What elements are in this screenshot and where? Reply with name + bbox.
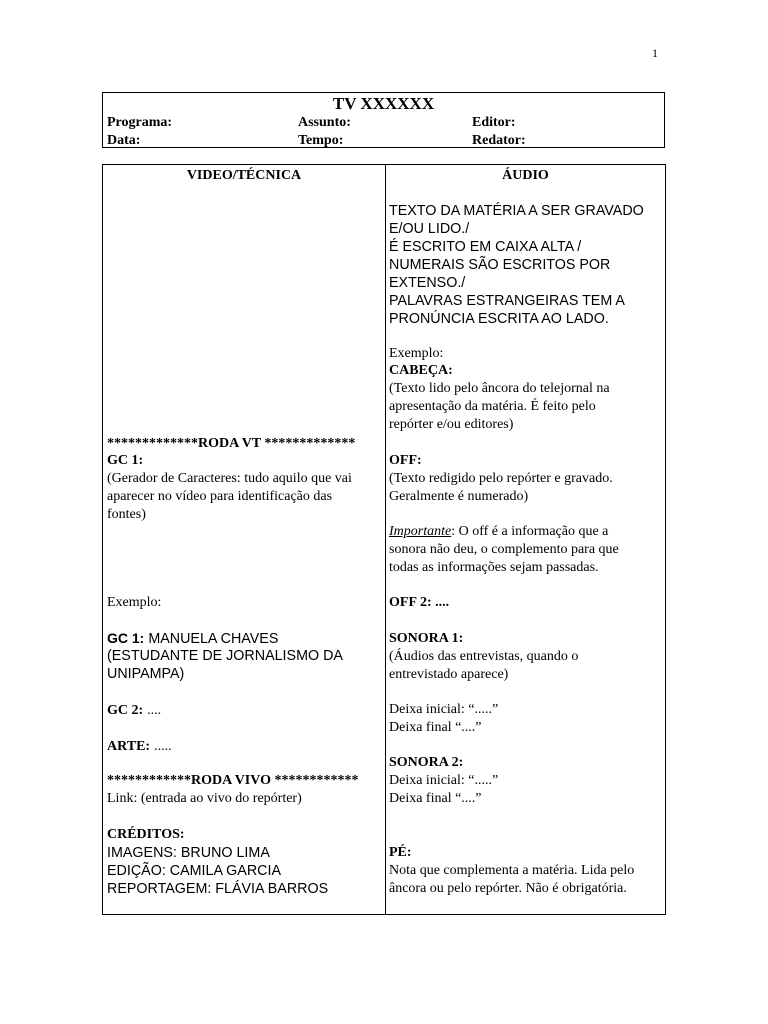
arte-label: ARTE: [107, 739, 151, 754]
editor-label: Editor: [472, 115, 516, 130]
off-line: (Texto redigido pelo repórter e gravado. [389, 471, 613, 486]
sonora1-line: entrevistado aparece) [389, 667, 509, 682]
deixa-inicial: Deixa inicial: “.....” [389, 702, 499, 717]
deixa-final: Deixa final “....” [389, 791, 482, 806]
off2-label: OFF 2: .... [389, 595, 450, 610]
video-column-header: VIDEO/TÉCNICA [186, 168, 302, 183]
gc1-desc-line: (Gerador de Caracteres: tudo aquilo que vai [107, 471, 352, 486]
arte-value: ..... [154, 739, 172, 754]
header-title: TV XXXXXX [332, 94, 435, 113]
deixa-inicial: Deixa inicial: “.....” [389, 773, 499, 788]
exemplo-label: Exemplo: [107, 595, 162, 610]
exemplo-label: Exemplo: [389, 346, 444, 361]
intro-line: EXTENSO./ [389, 275, 466, 291]
gc1-example-line: (ESTUDANTE DE JORNALISMO DA [107, 648, 343, 664]
pe-line: âncora ou pelo repórter. Não é obrigatória. [389, 881, 627, 896]
page-number: 1 [652, 46, 658, 60]
importante-label: Importante [389, 524, 452, 539]
link-line: Link: (entrada ao vivo do repórter) [107, 791, 302, 806]
sonora2-label: SONORA 2: [389, 755, 464, 770]
importante-line: todas as informações sejam passadas. [389, 560, 599, 575]
gc1-example-label: GC 1: [107, 630, 145, 646]
intro-line: É ESCRITO EM CAIXA ALTA / [389, 239, 582, 255]
gc2-line [107, 701, 161, 720]
intro-line: PALAVRAS ESTRANGEIRAS TEM A [389, 293, 625, 309]
credit-line: IMAGENS: BRUNO LIMA [107, 845, 270, 861]
data-label: Data: [107, 133, 141, 148]
gc1-example [107, 629, 278, 648]
pe-label: PÉ: [389, 845, 412, 860]
pe-line: Nota que complementa a matéria. Lida pelo [389, 863, 635, 878]
credit-line: EDIÇÃO: CAMILA GARCIA [107, 863, 281, 879]
cabeca-line: (Texto lido pelo âncora do telejornal na [389, 381, 610, 396]
redator-label: Redator: [472, 133, 526, 148]
importante-text: : O off é a informação que a [451, 524, 609, 539]
gc1-desc-line: fontes) [107, 507, 146, 522]
cabeca-label: CABEÇA: [389, 363, 453, 378]
sonora1-label: SONORA 1: [389, 631, 464, 646]
arte-line [107, 737, 172, 756]
assunto-label: Assunto: [298, 115, 351, 130]
importante-line [389, 523, 608, 541]
gc1-example-line: UNIPAMPA) [107, 666, 185, 682]
roda-vt-marker: *************RODA VT ************* [107, 436, 356, 451]
intro-line: PRONÚNCIA ESCRITA AO LADO. [389, 311, 609, 327]
off-line: Geralmente é numerado) [389, 489, 529, 504]
audio-column-header: ÁUDIO [502, 168, 549, 183]
gc2-value: .... [147, 703, 162, 718]
creditos-label: CRÉDITOS: [107, 827, 185, 842]
cabeca-line: apresentação da matéria. É feito pelo [389, 399, 596, 414]
intro-line: TEXTO DA MATÉRIA A SER GRAVADO [389, 203, 644, 219]
roda-vivo-marker: ************RODA VIVO ************ [107, 773, 359, 788]
cabeca-line: repórter e/ou editores) [389, 417, 514, 432]
column-divider [385, 165, 386, 914]
programa-label: Programa: [107, 115, 173, 130]
importante-line: sonora não deu, o complemento para que [389, 542, 619, 557]
deixa-final: Deixa final “....” [389, 720, 482, 735]
script-table [102, 164, 666, 915]
gc1-desc-line: aparecer no vídeo para identificação das [107, 489, 333, 504]
gc2-label: GC 2: [107, 703, 144, 718]
gc1-example-value: MANUELA CHAVES [148, 631, 279, 647]
gc1-label: GC 1: [107, 453, 144, 468]
script-header [102, 92, 665, 148]
intro-line: NUMERAIS SÃO ESCRITOS POR [389, 257, 611, 273]
intro-line: E/OU LIDO./ [389, 221, 470, 237]
sonora1-line: (Áudios das entrevistas, quando o [389, 649, 579, 664]
tempo-label: Tempo: [298, 133, 344, 148]
credit-line: REPORTAGEM: FLÁVIA BARROS [107, 881, 329, 897]
off-label: OFF: [389, 453, 422, 468]
